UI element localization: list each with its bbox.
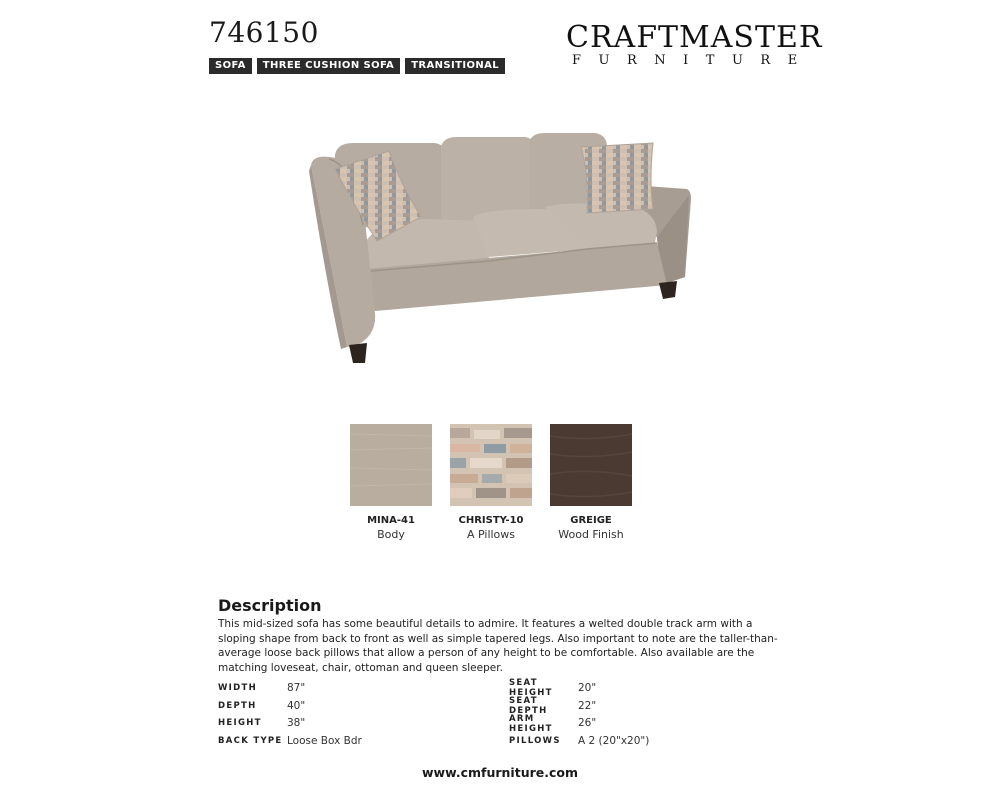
spec-value: 26"	[578, 717, 597, 730]
spec-value: 40"	[287, 699, 306, 712]
tag-list	[209, 58, 505, 74]
spec-label: ARM HEIGHT	[509, 713, 553, 734]
swatch-role: A Pillows	[466, 528, 516, 541]
brand-logo-bottom: FURNITURE	[572, 53, 815, 68]
tag-sofa: SOFA	[209, 58, 252, 74]
spec-row-width	[218, 679, 362, 697]
swatch-code: GREIGE	[570, 515, 612, 526]
spec-label: SEAT DEPTH	[509, 695, 548, 716]
swatch-image-greige	[550, 424, 632, 506]
brand-logo-top: CRAFTMASTER	[566, 20, 823, 55]
sofa-image	[305, 125, 700, 370]
spec-row-depth	[218, 697, 362, 715]
spec-label: BACK TYPE	[218, 736, 283, 747]
swatch-wood-finish	[550, 424, 632, 541]
spec-row-pillows	[509, 732, 649, 750]
description-title: Description	[218, 596, 322, 615]
spec-row-seat-depth	[509, 697, 649, 715]
spec-label: HEIGHT	[218, 718, 262, 729]
sofa-illustration	[305, 125, 700, 370]
swatch-image-christy	[450, 424, 532, 506]
spec-label: WIDTH	[218, 682, 258, 693]
swatch-code: CHRISTY-10	[458, 515, 524, 526]
model-number: 746150	[209, 16, 319, 49]
spec-label: PILLOWS	[509, 736, 561, 747]
spec-row-height	[218, 715, 362, 733]
brand-logo	[566, 20, 823, 68]
swatch-code: MINA-41	[367, 515, 415, 526]
swatch-role: Wood Finish	[558, 528, 624, 541]
spec-value: A 2 (20"x20")	[578, 735, 650, 748]
spec-value: 38"	[287, 717, 306, 730]
swatch-role: Body	[377, 528, 405, 541]
spec-row-arm-height	[509, 715, 649, 733]
swatch-list	[350, 424, 632, 541]
website-link[interactable]: www.cmfurniture.com	[422, 765, 578, 780]
spec-label: SEAT HEIGHT	[509, 677, 553, 698]
description-body: This mid-sized sofa has some beautiful details to admire. It features a welted double track arm with a sloping shape from back to front as well as simple tapered legs. Also important to note are the taller-than-average loose back pillows that allow a person of any height to be comfortable. Also available are the matching loveseat, chair, ottoman and queen sleeper.	[218, 618, 778, 674]
spec-value: 20"	[578, 681, 597, 694]
spec-label: DEPTH	[218, 700, 257, 711]
swatch-pillows	[450, 424, 532, 541]
specs-left	[218, 679, 362, 750]
swatch-body	[350, 424, 432, 541]
tag-three-cushion-sofa: THREE CUSHION SOFA	[257, 58, 400, 74]
spec-value: Loose Box Bdr	[287, 735, 362, 748]
tag-transitional: TRANSITIONAL	[405, 58, 505, 74]
spec-row-seat-height	[509, 679, 649, 697]
spec-row-back-type	[218, 732, 362, 750]
swatch-image-mina	[350, 424, 432, 506]
spec-value: 22"	[578, 699, 597, 712]
spec-value: 87"	[287, 681, 306, 694]
specs-right	[509, 679, 649, 750]
